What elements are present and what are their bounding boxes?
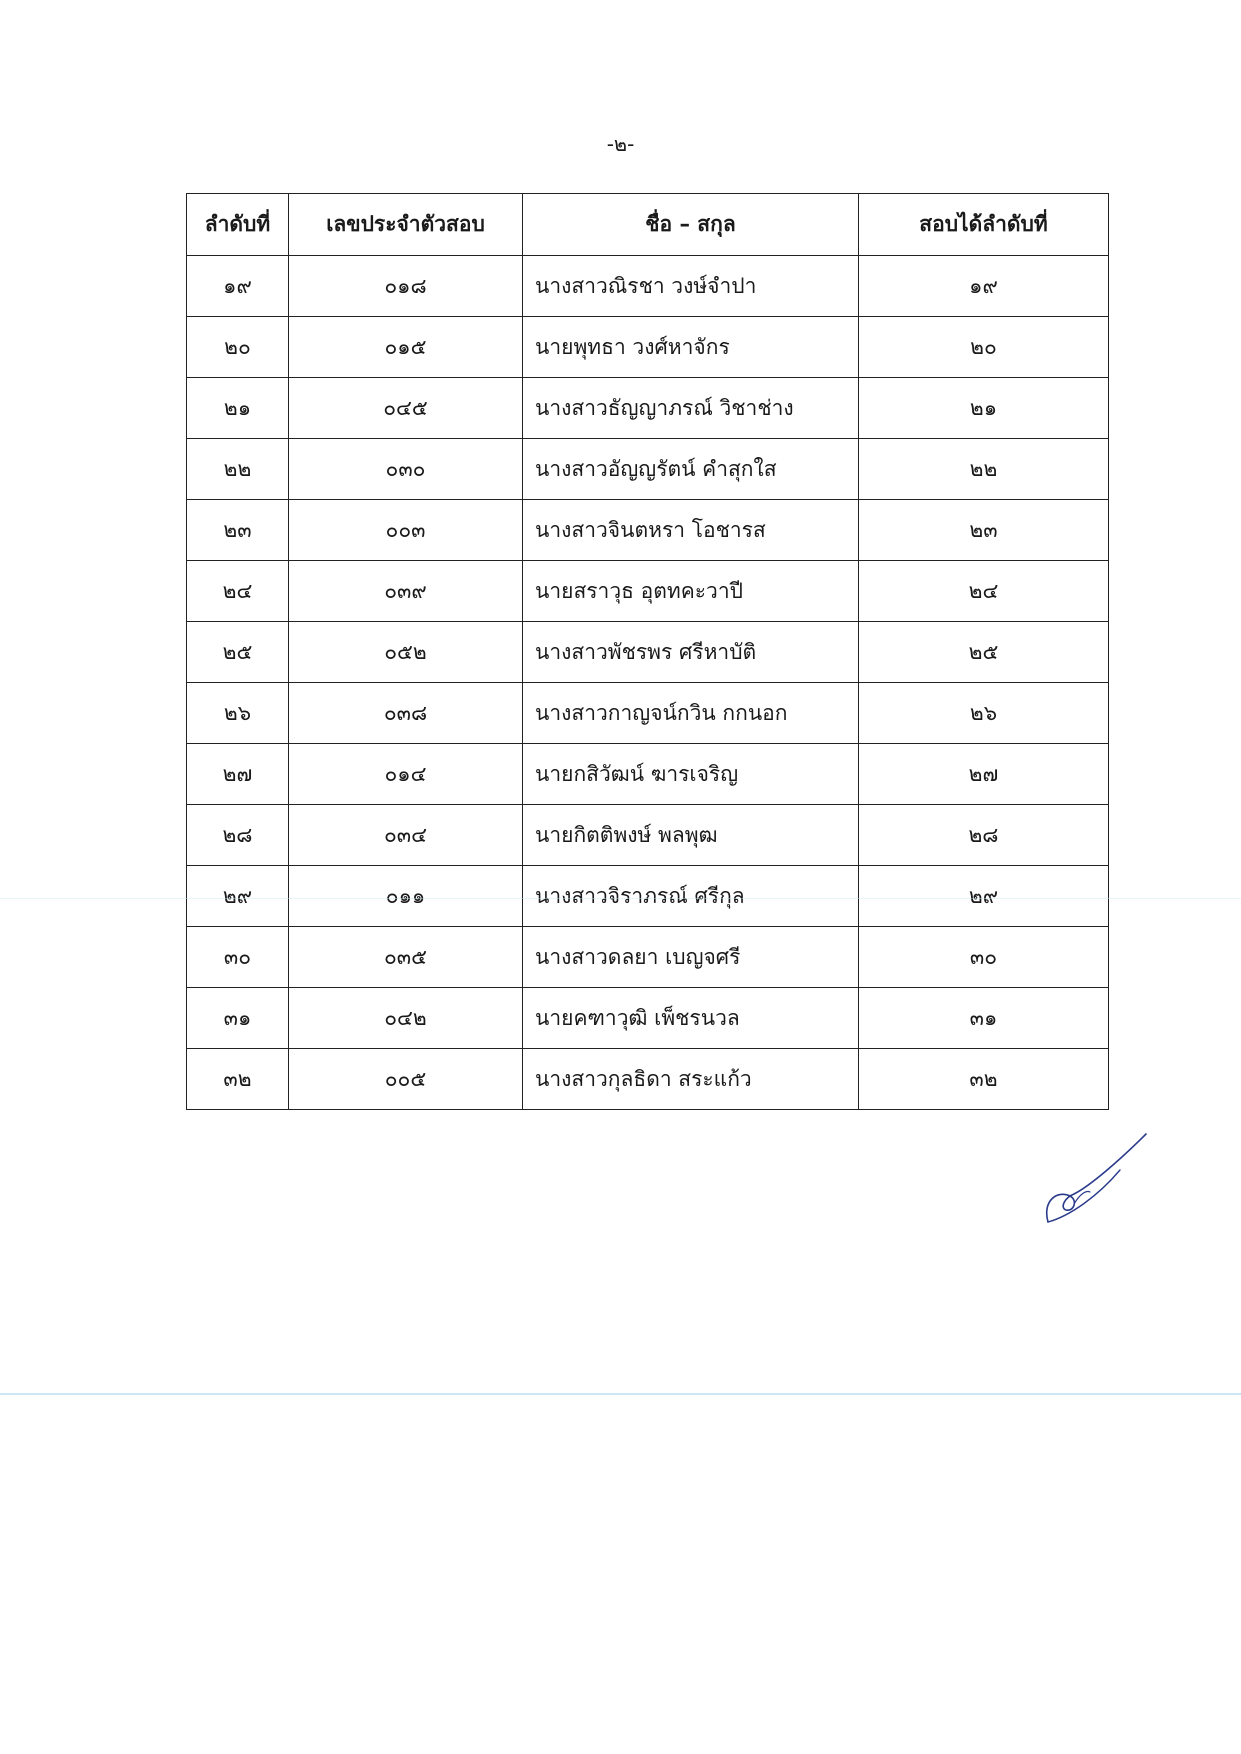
cell-exam-id: ๐๔๒ — [289, 988, 523, 1049]
cell-seq: ๓๒ — [187, 1049, 289, 1110]
cell-rank: ๑๙ — [859, 256, 1109, 317]
cell-seq: ๒๒ — [187, 439, 289, 500]
cell-name: นายกสิวัฒน์ ฆารเจริญ — [523, 744, 859, 805]
cell-seq: ๒๖ — [187, 683, 289, 744]
cell-name: นางสาวกุลธิดา สระแก้ว — [523, 1049, 859, 1110]
cell-seq: ๒๘ — [187, 805, 289, 866]
table-row — [187, 744, 1109, 805]
cell-rank: ๒๓ — [859, 500, 1109, 561]
table-row — [187, 561, 1109, 622]
cell-rank: ๒๕ — [859, 622, 1109, 683]
header-seq: ลำดับที่ — [187, 194, 289, 256]
table-row — [187, 683, 1109, 744]
cell-exam-id: ๐๑๕ — [289, 317, 523, 378]
cell-rank: ๓๑ — [859, 988, 1109, 1049]
scan-line — [0, 1393, 1241, 1395]
cell-name: นางสาวพัชรพร ศรีหาบัติ — [523, 622, 859, 683]
cell-name: นางสาวธัญญาภรณ์ วิชาช่าง — [523, 378, 859, 439]
cell-rank: ๒๘ — [859, 805, 1109, 866]
table-row — [187, 866, 1109, 927]
cell-rank: ๒๐ — [859, 317, 1109, 378]
table-row — [187, 1049, 1109, 1110]
table-row — [187, 378, 1109, 439]
cell-exam-id: ๐๐๓ — [289, 500, 523, 561]
cell-name: นางสาวจินตหรา โอชารส — [523, 500, 859, 561]
header-exam-id: เลขประจำตัวสอบ — [289, 194, 523, 256]
cell-rank: ๓๒ — [859, 1049, 1109, 1110]
cell-seq: ๒๔ — [187, 561, 289, 622]
cell-rank: ๒๙ — [859, 866, 1109, 927]
cell-name: นายสราวุธ อุตทคะวาปี — [523, 561, 859, 622]
cell-exam-id: ๐๔๕ — [289, 378, 523, 439]
cell-name: นายคฑาวุฒิ เพ็ชรนวล — [523, 988, 859, 1049]
cell-name: นางสาวจิราภรณ์ ศรีกุล — [523, 866, 859, 927]
cell-rank: ๒๔ — [859, 561, 1109, 622]
scan-line — [0, 898, 1241, 899]
cell-name: นางสาวอัญญรัตน์ คำสุกใส — [523, 439, 859, 500]
cell-exam-id: ๐๓๕ — [289, 927, 523, 988]
cell-name: นางสาวกาญจน์กวิน กกนอก — [523, 683, 859, 744]
cell-rank: ๓๐ — [859, 927, 1109, 988]
cell-exam-id: ๐๑๑ — [289, 866, 523, 927]
table-row — [187, 500, 1109, 561]
cell-seq: ๓๐ — [187, 927, 289, 988]
cell-exam-id: ๐๓๔ — [289, 805, 523, 866]
cell-exam-id: ๐๑๔ — [289, 744, 523, 805]
exam-results-table — [186, 193, 1109, 1110]
cell-seq: ๑๙ — [187, 256, 289, 317]
cell-seq: ๒๗ — [187, 744, 289, 805]
cell-name: นายพุทธา วงศ์หาจักร — [523, 317, 859, 378]
cell-name: นายกิตติพงษ์ พลพุฒ — [523, 805, 859, 866]
cell-seq: ๒๑ — [187, 378, 289, 439]
cell-rank: ๒๑ — [859, 378, 1109, 439]
header-rank: สอบได้ลำดับที่ — [859, 194, 1109, 256]
table-row — [187, 439, 1109, 500]
cell-exam-id: ๐๑๘ — [289, 256, 523, 317]
cell-exam-id: ๐๐๕ — [289, 1049, 523, 1110]
cell-seq: ๒๐ — [187, 317, 289, 378]
cell-exam-id: ๐๓๘ — [289, 683, 523, 744]
cell-rank: ๒๖ — [859, 683, 1109, 744]
cell-seq: ๒๕ — [187, 622, 289, 683]
signature-icon — [1040, 1130, 1150, 1230]
table-header-row — [187, 194, 1109, 256]
table-row — [187, 927, 1109, 988]
cell-name: นางสาวณิรชา วงษ์จำปา — [523, 256, 859, 317]
cell-seq: ๒๙ — [187, 866, 289, 927]
table-row — [187, 622, 1109, 683]
cell-rank: ๒๗ — [859, 744, 1109, 805]
cell-seq: ๒๓ — [187, 500, 289, 561]
table-row — [187, 317, 1109, 378]
cell-exam-id: ๐๕๒ — [289, 622, 523, 683]
header-name: ชื่อ – สกุล — [523, 194, 859, 256]
table-row — [187, 988, 1109, 1049]
cell-exam-id: ๐๓๐ — [289, 439, 523, 500]
cell-exam-id: ๐๓๙ — [289, 561, 523, 622]
cell-name: นางสาวดลยา เบญจศรี — [523, 927, 859, 988]
page-number: -๒- — [606, 132, 635, 156]
cell-rank: ๒๒ — [859, 439, 1109, 500]
table-row — [187, 805, 1109, 866]
table-row — [187, 256, 1109, 317]
cell-seq: ๓๑ — [187, 988, 289, 1049]
